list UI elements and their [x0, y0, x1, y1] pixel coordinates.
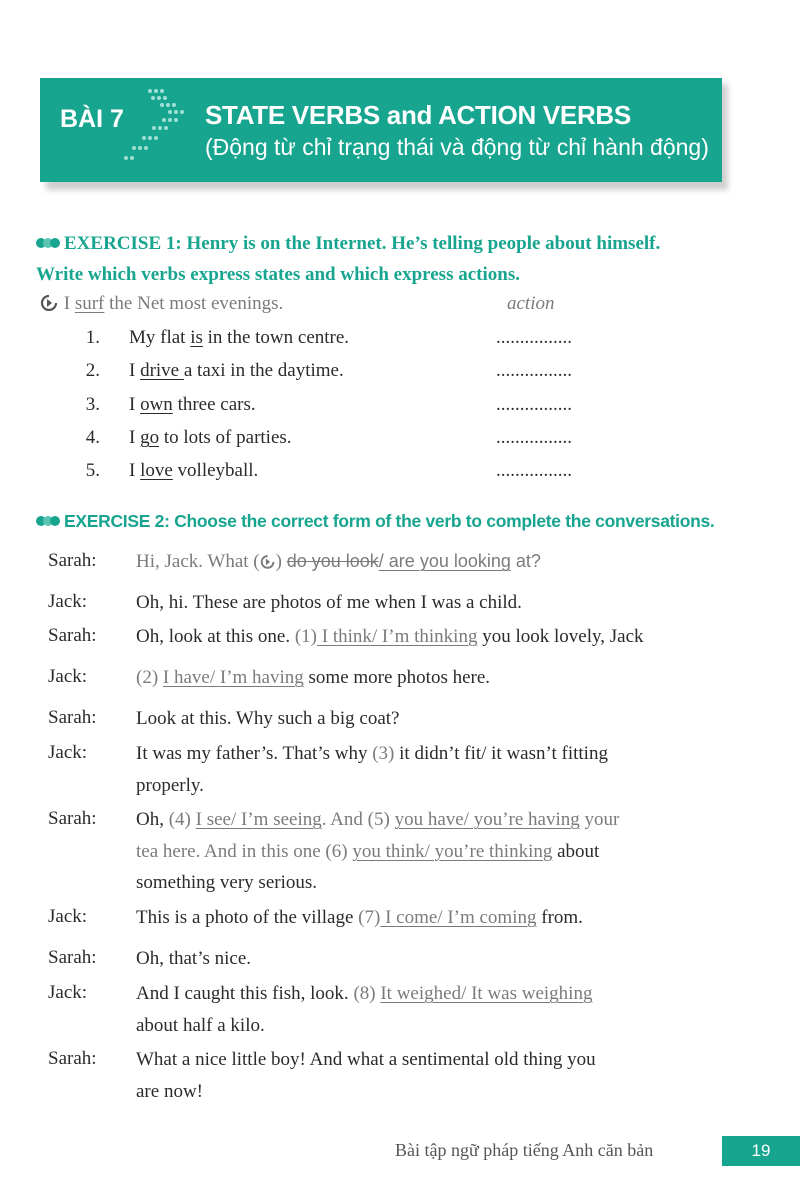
dialogue-line: Look at this. Why such a big coat?	[136, 708, 400, 729]
exercise-1-instruction-1: Henry is on the Internet. He’s telling people about himself.	[186, 233, 661, 254]
answer-blank: ................	[496, 327, 572, 348]
three-dot-bullet-icon	[36, 236, 60, 250]
verb-option: you have/ you’re having	[394, 809, 580, 830]
speaker-label: Jack:	[48, 666, 88, 687]
verb-option: I think/ I’m thinking	[317, 626, 478, 647]
book-title: Bài tập ngữ pháp tiếng Anh căn bản	[395, 1140, 654, 1160]
dialogue-line: Oh, hi. These are photos of me when I was a child.	[136, 592, 522, 613]
verb-option: It weighed/ It was weighing	[380, 983, 593, 1004]
speaker-label: Sarah:	[48, 1048, 97, 1069]
exercise-2-heading	[36, 506, 715, 537]
answer-blank: ................	[496, 427, 572, 448]
exercise-1-heading	[36, 228, 660, 290]
speaker-label: Jack:	[48, 906, 88, 927]
exercise-1-instruction-2: Write which verbs express states and which express actions.	[36, 264, 520, 285]
circled-arrow-icon	[260, 554, 276, 569]
exercise-1-label: EXERCISE 1:	[64, 233, 182, 254]
circled-arrow-icon	[40, 294, 59, 311]
speaker-label: Sarah:	[48, 550, 97, 571]
dialogue-line: What a nice little boy! And what a sentimental old thing you are now!	[136, 1049, 596, 1102]
answer-blank: ................	[496, 394, 572, 415]
speaker-label: Jack:	[48, 591, 88, 612]
lesson-subtitle: (Động từ chỉ trạng thái và động từ chỉ hành động)	[205, 134, 709, 160]
page-number: 19	[722, 1136, 800, 1166]
speaker-label: Sarah:	[48, 707, 97, 728]
answer-blank: ................	[496, 460, 572, 481]
verb-option: I come/ I’m coming	[380, 907, 537, 928]
chosen-option: / are you looking	[378, 551, 511, 571]
verb-option: I have/ I’m having	[162, 667, 304, 688]
struck-option: do you look	[286, 551, 379, 571]
lesson-number: BÀI 7	[60, 105, 124, 133]
speaker-label: Sarah:	[48, 947, 97, 968]
dialogue-line: Oh, that’s nice.	[136, 948, 252, 969]
exercise-2-label: EXERCISE 2:	[64, 511, 170, 531]
speaker-label: Sarah:	[48, 808, 97, 829]
verb-option: I see/ I’m seeing	[195, 809, 322, 830]
lesson-title: STATE VERBS and ACTION VERBS	[205, 100, 631, 130]
dialogue-line: Oh, look at this one. (1) I think/ I’m thinking you look lovely, Jack	[136, 626, 644, 647]
lesson-banner	[40, 78, 722, 182]
answer-blank: ................	[496, 360, 572, 381]
verb-option: it didn’t fit/ it wasn’t fitting	[394, 743, 608, 764]
dialogue-line: Oh, (4) I see/ I’m seeing. And (5) you have/ you’re having your tea here. And in this one (6) you think/ you’re thinking about something very serious.	[136, 809, 620, 893]
dialogue-line: This is a photo of the village (7) I come/ I’m coming from.	[136, 907, 583, 928]
speaker-label: Sarah:	[48, 625, 97, 646]
dialogue-line: Hi, Jack. What ( ) do you look/ are you looking at?	[136, 551, 541, 572]
example-verb: surf	[74, 293, 105, 314]
speaker-label: Jack:	[48, 742, 88, 763]
dialogue-line: It was my father’s. That’s why (3) it didn’t fit/ it wasn’t fitting properly.	[136, 743, 608, 796]
dialogue-line: And I caught this fish, look. (8) It weighed/ It was weighing about half a kilo.	[136, 983, 593, 1036]
decorative-dots-icon	[120, 86, 200, 170]
exercise-2-instruction: Choose the correct form of the verb to complete the conversations.	[174, 511, 715, 531]
speaker-label: Jack:	[48, 982, 88, 1003]
verb-option: you think/ you’re thinking	[352, 840, 553, 862]
dialogue-line: (2) I have/ I’m having some more photos here.	[136, 667, 491, 688]
three-dot-bullet-icon	[36, 514, 60, 528]
example-answer: action	[507, 293, 555, 314]
